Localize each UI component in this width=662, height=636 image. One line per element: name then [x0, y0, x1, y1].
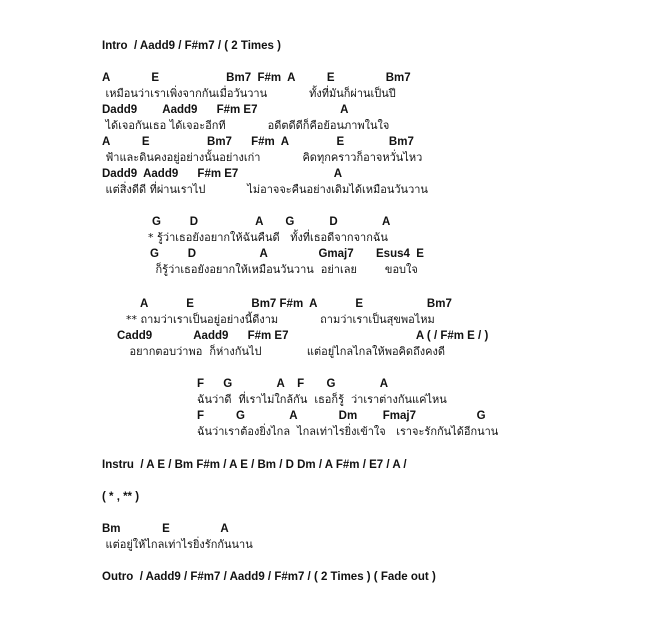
chord-line: G D A Gmaj7 Esus4 E — [150, 248, 424, 260]
chord-line: Cadd9 Aadd9 F#m E7 A ( / F#m E / ) — [117, 330, 489, 342]
chord-line: A E Bm7 F#m A E Bm7 — [140, 298, 452, 310]
lyric-line: * รู้ว่าเธอยังอยากให้ฉันคืนดี ทั้งที่เธอดีจากจากฉัน — [148, 231, 388, 244]
lyric-line: ** ถามว่าเราเป็นอยู่อย่างนี้ดีงาม ถามว่าเราเป็นสุขพอไหม — [126, 313, 435, 326]
chord-line: F G A Dm Fmaj7 G — [197, 410, 486, 422]
chord-line: G D A G D A — [152, 216, 391, 228]
lyric-line: อยากตอบว่าพอ ก็ห่างกันไป แต่อยู่ไกลไกลให้พอคิดถึงคงดี — [126, 345, 445, 358]
lyric-line: แต่อยู่ให้ไกลเท่าไรยิ่งรักกันนาน — [102, 538, 253, 551]
lyric-line: ฉันว่าเราต้องยิ่งไกล ไกลเท่าไรยิ่งเข้าใจ เราจะรักกันได้อีกนาน — [197, 425, 499, 438]
chord-line: Outro / Aadd9 / F#m7 / Aadd9 / F#m7 / ( 2 Times ) ( Fade out ) — [102, 571, 436, 583]
chord-line: Intro / Aadd9 / F#m7 / ( 2 Times ) — [102, 40, 281, 52]
chord-line: ( * , ** ) — [102, 491, 140, 503]
lyric-line: ได้เจอกันเธอ ได้เจอะอีกที อดีตดีดีก็คือย้อนภาพในใจ — [102, 119, 390, 132]
lyric-line: เหมือนว่าเราเพิ่งจากกันเมื่อวันวาน ทั้งที่มันก็ผ่านเป็นปี — [102, 87, 396, 100]
chord-line: A E Bm7 F#m A E Bm7 — [102, 72, 411, 84]
lyric-line: ฟ้าและดินคงอยู่อย่างนั้นอย่างเก่า คิดทุกคราวก็อาจหวั่นไหว — [102, 151, 423, 164]
chord-line: Bm E A — [102, 523, 229, 535]
chord-line: Dadd9 Aadd9 F#m E7 A — [102, 104, 349, 116]
chord-line: A E Bm7 F#m A E Bm7 — [102, 136, 414, 148]
lyric-line: แต่สิ่งดีดี ที่ผ่านเราไป ไม่อาจจะคืนอย่างเดิมได้เหมือนวันวาน — [102, 183, 428, 196]
lyric-line: ฉันว่าดี ที่เราไม่ใกล้กัน เธอก็รู้ ว่าเราต่างกันแค่ไหน — [197, 393, 447, 406]
chord-line: Dadd9 Aadd9 F#m E7 A — [102, 168, 343, 180]
lyric-line: ก็รู้ว่าเธอยังอยากให้เหมือนวันวาน อย่าเลย ขอบใจ — [152, 263, 418, 276]
chord-line: Instru / A E / Bm F#m / A E / Bm / D Dm / A F#m / E7 / A / — [102, 459, 407, 471]
chord-line: F G A F G A — [197, 378, 389, 390]
